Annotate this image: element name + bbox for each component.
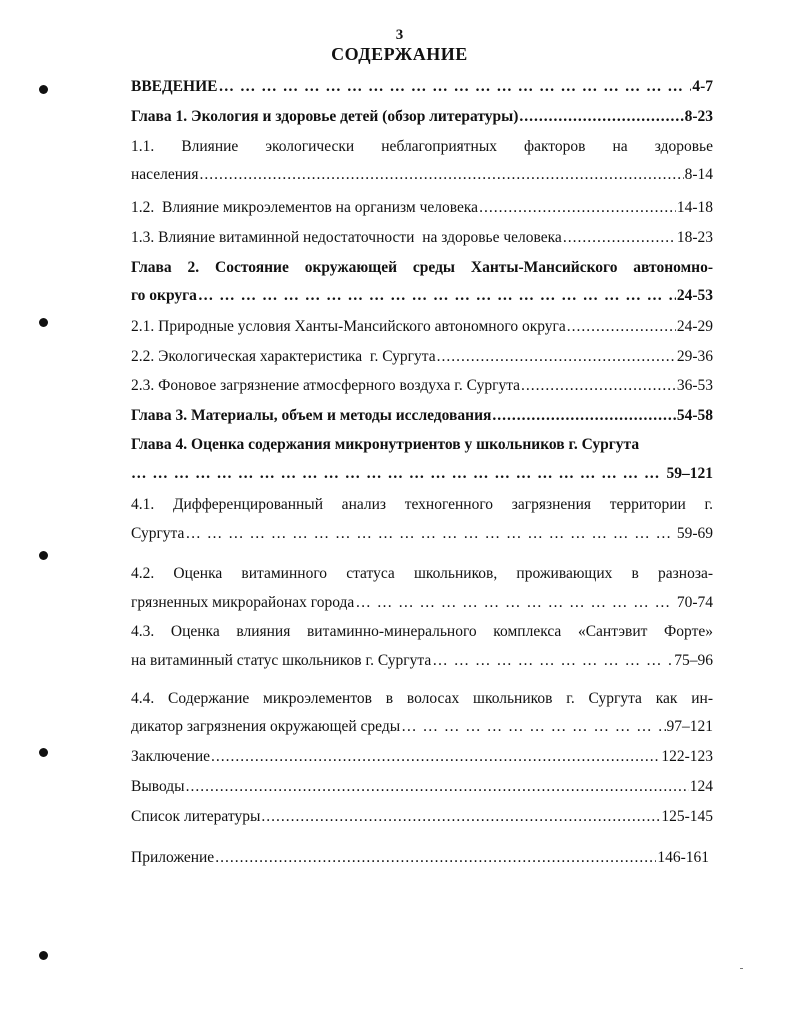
toc-entry-4-3[interactable]	[131, 650, 713, 672]
toc-entry-1-1-line1[interactable]: 1.1. Влияние экологически неблагоприятных факторов на здоровье	[131, 138, 713, 155]
leader-dots	[492, 405, 675, 427]
page-title: СОДЕРЖАНИЕ	[331, 44, 468, 64]
leader-dots	[211, 746, 660, 768]
toc-entry-label: 1.2. Влияние микроэлементов на организм человека	[131, 199, 479, 216]
toc-entry-label: Список литературы	[131, 808, 261, 825]
toc-entry-2-2[interactable]	[131, 346, 713, 368]
toc-entry-label: дикатор загрязнения окружающей среды	[131, 718, 401, 735]
toc-entry-pages: 70-74	[676, 594, 713, 611]
leader-dots	[185, 523, 675, 545]
toc-entry-label: Сургута	[131, 525, 185, 542]
toc-entry-4-1-line1[interactable]: 4.1. Дифференцированный анализ техногенного загрязнения территории г.	[131, 496, 713, 513]
toc-entry-4-1[interactable]	[131, 523, 713, 545]
leader-dots	[199, 164, 683, 186]
binder-hole-3	[39, 551, 48, 560]
leader-dots	[521, 375, 676, 397]
toc-entry-intro[interactable]	[131, 76, 713, 98]
toc-entry-pages: 14-18	[676, 199, 713, 216]
toc-entry-chapter-4[interactable]	[131, 463, 713, 485]
binder-hole-5	[39, 951, 48, 960]
leader-dots	[186, 776, 689, 798]
toc-entry-pages: 36-53	[676, 377, 713, 394]
toc-entry-4-2[interactable]	[131, 592, 713, 614]
toc-entry-label: Выводы	[131, 778, 185, 795]
toc-entry-pages: 125-145	[661, 808, 713, 825]
toc-entry-pages: 24-29	[676, 318, 713, 335]
toc-entry-pages: 8-23	[684, 108, 713, 125]
toc-entry-pages: 75–96	[674, 652, 713, 669]
toc-entry-references[interactable]	[131, 806, 713, 828]
toc-entry-pages: 146-161	[657, 849, 709, 866]
leader-dots	[218, 76, 691, 98]
binder-hole-1	[39, 85, 48, 94]
toc-entry-label: 2.2. Экологическая характеристика г. Сургута	[131, 348, 436, 365]
toc-entry-findings[interactable]	[131, 776, 713, 798]
leader-dots	[131, 463, 666, 485]
toc-entry-pages: 122-123	[661, 748, 713, 765]
toc-entry-4-2-line1[interactable]: 4.2. Оценка витаминного статуса школьников, проживающих в разноза-	[131, 565, 713, 582]
toc-entry-label: грязненных микрорайонах города	[131, 594, 355, 611]
toc-entry-pages: 97–121	[666, 718, 713, 735]
leader-dots	[198, 285, 676, 307]
toc-entry-label: го округа	[131, 287, 197, 304]
toc-entry-pages: 59–121	[666, 465, 713, 482]
leader-dots	[437, 346, 676, 368]
leader-dots	[401, 716, 665, 738]
toc-entry-4-4-line1[interactable]: 4.4. Содержание микроэлементов в волосах школьников г. Сургута как ин-	[131, 690, 713, 707]
toc-entry-1-3[interactable]	[131, 227, 713, 249]
toc-entry-label: ВВЕДЕНИЕ	[131, 78, 218, 95]
toc-entry-label: на витаминный статус школьников г. Сургута	[131, 652, 432, 669]
leader-dots	[432, 650, 673, 672]
page-number: 3	[395, 27, 404, 43]
binder-hole-4	[39, 748, 48, 757]
toc-entry-label: 2.3. Фоновое загрязнение атмосферного воздуха г. Сургута	[131, 377, 521, 394]
toc-entry-pages: 4-7	[692, 78, 713, 95]
toc-entry-chapter-4-line1[interactable]: Глава 4. Оценка содержания микронутриентов у школьников г. Сургута	[131, 436, 640, 453]
scan-mark	[740, 968, 743, 969]
toc-entry-4-4[interactable]	[131, 716, 713, 738]
toc-entry-pages: 24-53	[676, 287, 713, 304]
toc-entry-1-1[interactable]	[131, 164, 713, 186]
toc-entry-2-1[interactable]	[131, 316, 713, 338]
toc-entry-label: Глава 3. Материалы, объем и методы исследования	[131, 407, 492, 424]
leader-dots	[563, 227, 676, 249]
toc-entry-pages: 124	[689, 778, 713, 795]
toc-entry-pages: 29-36	[676, 348, 713, 365]
leader-dots	[567, 316, 676, 338]
leader-dots	[519, 106, 683, 128]
toc-entry-label: 1.3. Влияние витаминной недостаточности на здоровье человека	[131, 229, 562, 246]
toc-entry-2-3[interactable]	[131, 375, 713, 397]
leader-dots	[261, 806, 660, 828]
toc-entry-pages: 8-14	[684, 166, 713, 183]
toc-entry-label: Глава 1. Экология и здоровье детей (обзор литературы)	[131, 108, 519, 125]
leader-dots	[215, 847, 656, 869]
toc-entry-label: 2.1. Природные условия Ханты-Мансийского автономного округа	[131, 318, 566, 335]
leader-dots	[355, 592, 676, 614]
toc-entry-1-2[interactable]	[131, 197, 713, 219]
leader-dots	[479, 197, 676, 219]
toc-entry-appendix[interactable]	[131, 847, 709, 869]
toc-entry-pages: 18-23	[676, 229, 713, 246]
toc-entry-pages: 59-69	[676, 525, 713, 542]
binder-hole-2	[39, 318, 48, 327]
toc-entry-conclusion[interactable]	[131, 746, 713, 768]
toc-entry-chapter-3[interactable]	[131, 405, 713, 427]
toc-entry-label: населения	[131, 166, 199, 183]
toc-entry-label: Заключение	[131, 748, 211, 765]
toc-entry-pages: 54-58	[676, 407, 713, 424]
toc-entry-chapter-2[interactable]	[131, 285, 713, 307]
toc-entry-label: Приложение	[131, 849, 215, 866]
toc-entry-chapter-1[interactable]	[131, 106, 713, 128]
toc-entry-4-3-line1[interactable]: 4.3. Оценка влияния витаминно-минерального комплекса «Сантэвит Форте»	[131, 623, 713, 640]
toc-entry-chapter-2-line1[interactable]: Глава 2. Состояние окружающей среды Ханты-Мансийского автономно-	[131, 259, 713, 276]
